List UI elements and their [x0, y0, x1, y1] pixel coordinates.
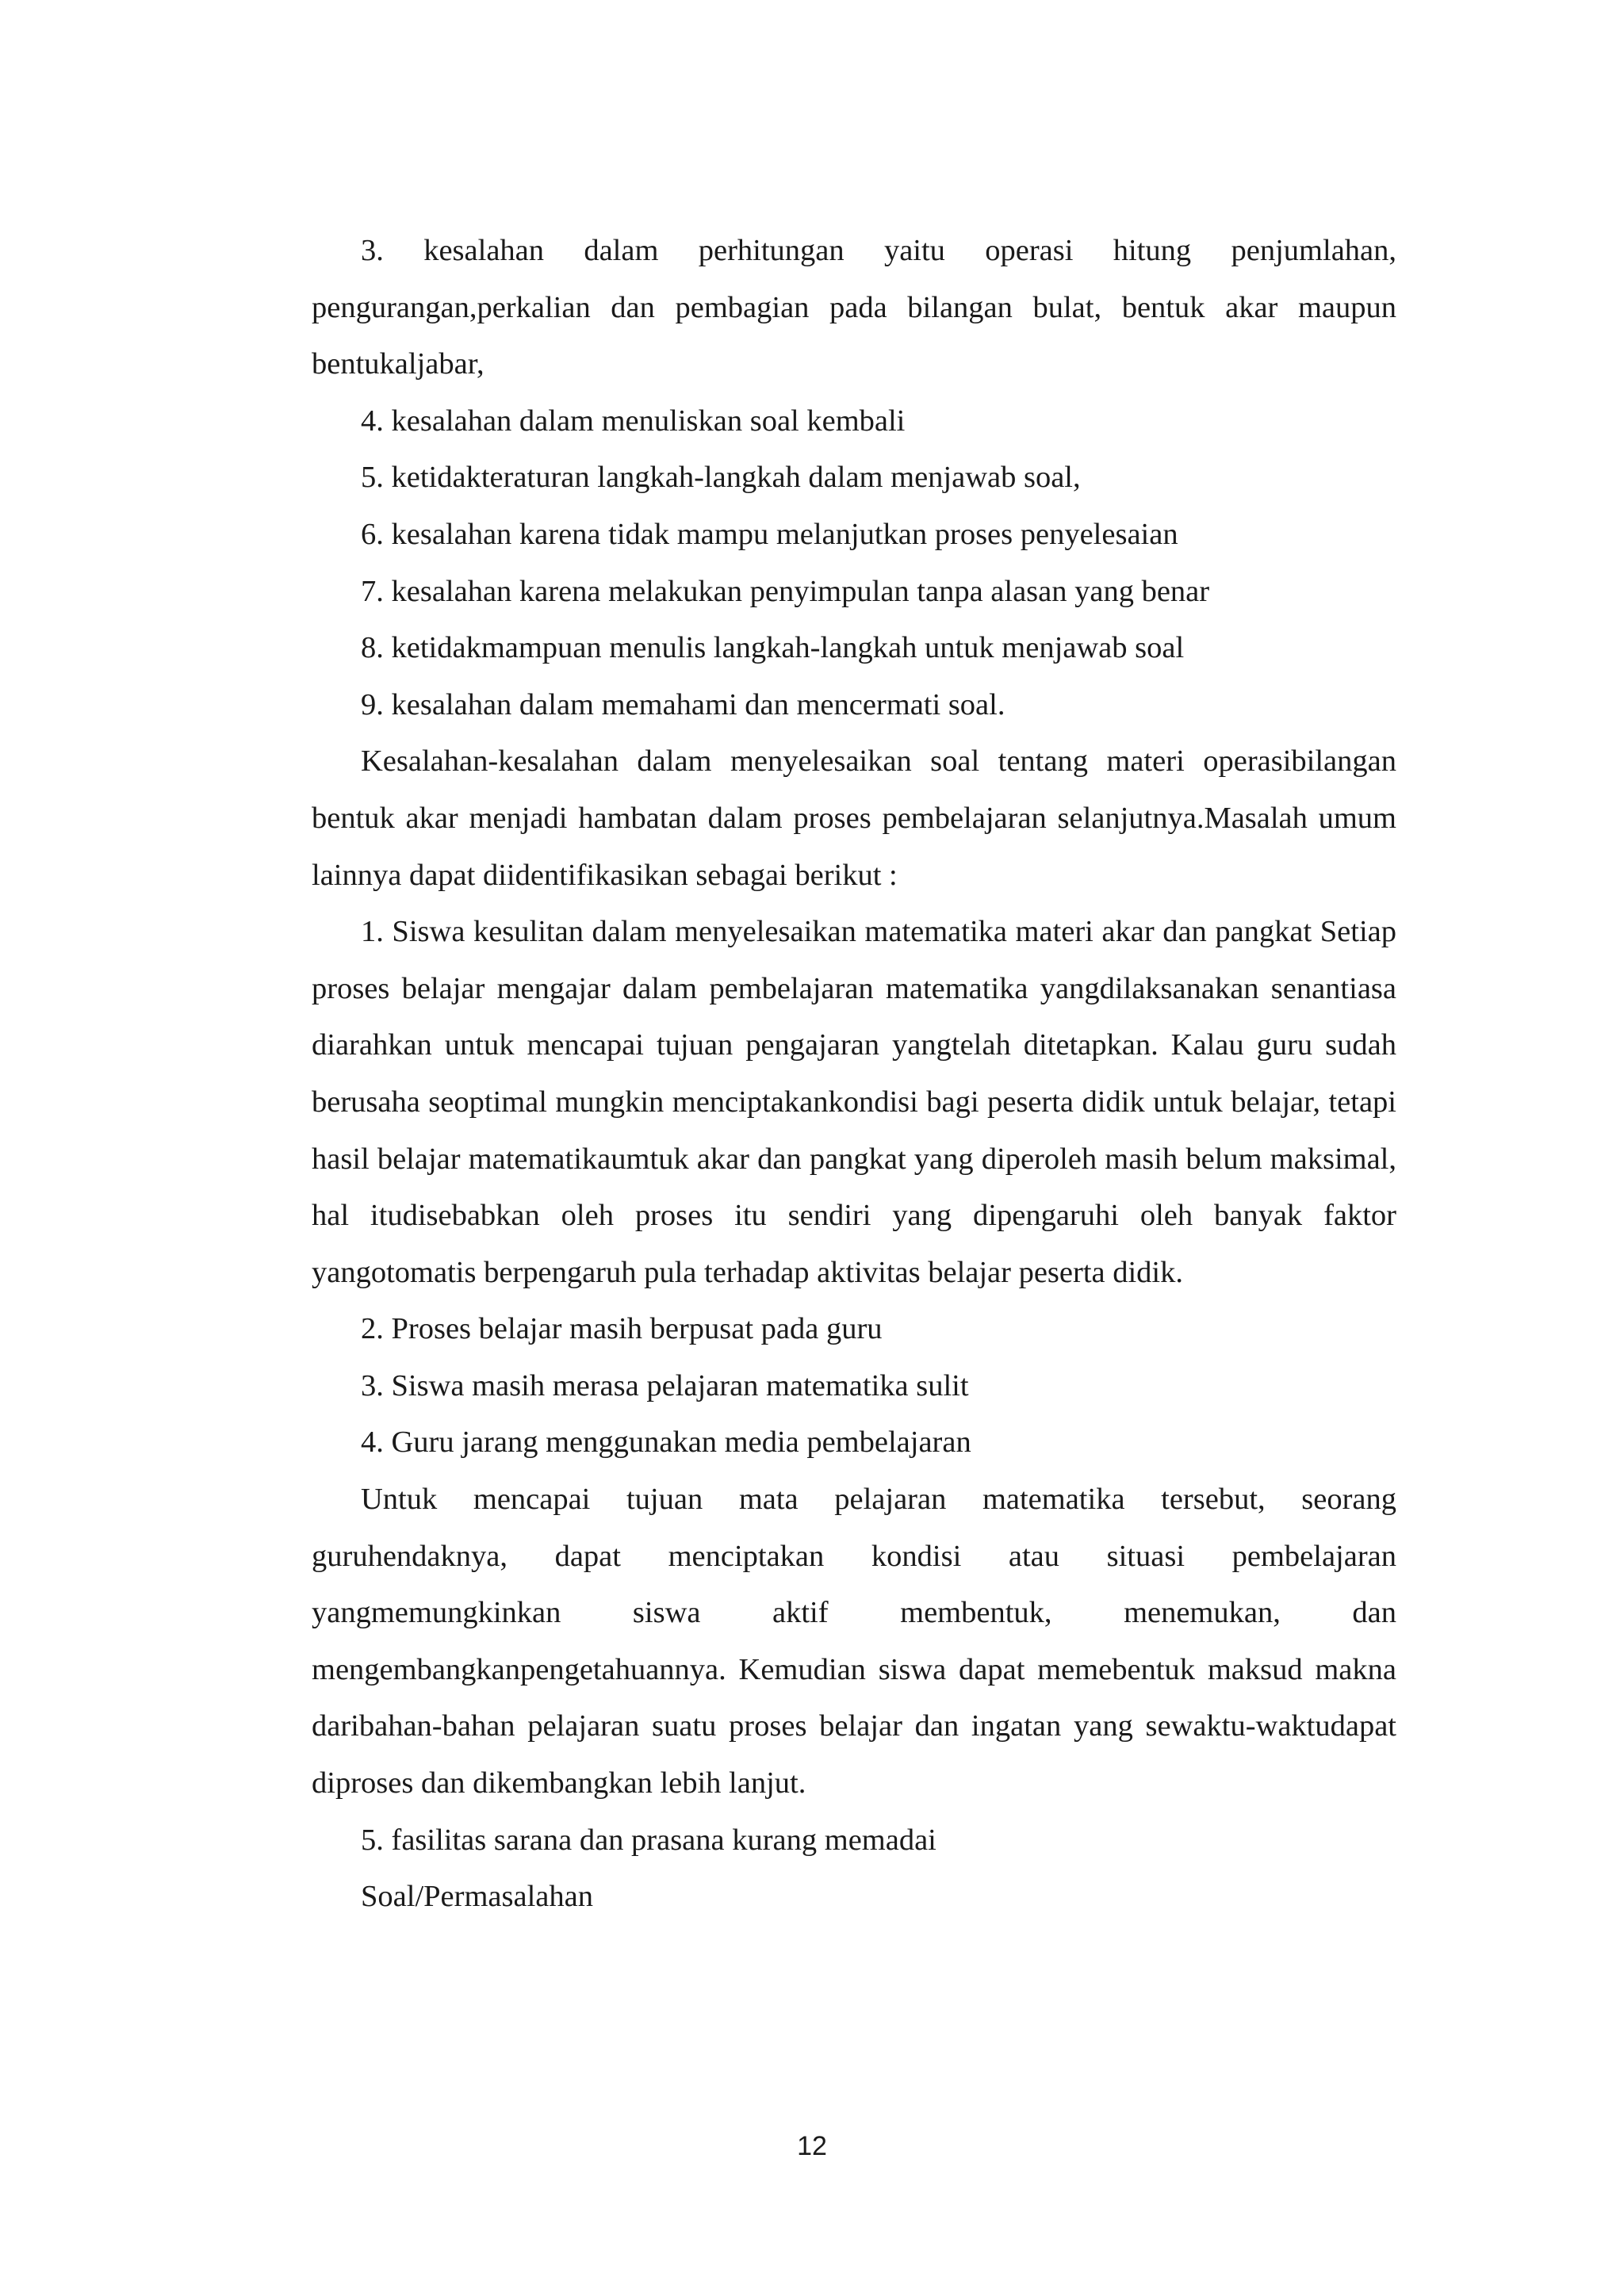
paragraph-problem-2: 2. Proses belajar masih berpusat pada guru: [361, 1312, 883, 1346]
paragraph-section-heading: Soal/Permasalahan: [361, 1880, 593, 1914]
body-text: [312, 223, 1396, 1926]
paragraph-errors-summary: Kesalahan-kesalahan dalam menyelesaikan soal tentang materi operasibilangan bentuk akar menjadi hambatan dalam proses pembelajaran selanjutnya.Masalah umum lainnya dapat diidentifikasikan sebagai berikut :: [312, 744, 1396, 892]
paragraph-learning-goal: Untuk mencapai tujuan mata pelajaran matematika tersebut, seorang guruhendaknya, dapat menciptakan kondisi atau situasi pembelajaran yangmemungkinkan siswa aktif membentuk, menemukan, dan mengembangkanpengetahuannya. Kemudian siswa dapat memebentuk maksud makna daribahan-bahan pelajaran suatu proses belajar dan ingatan yang sewaktu-waktudapat diproses dan dikembangkan lebih lanjut.: [312, 1483, 1396, 1800]
page-number: 12: [797, 2131, 827, 2161]
paragraph-error-conclusion: 7. kesalahan karena melakukan penyimpulan tanpa alasan yang benar: [361, 574, 1210, 608]
paragraph-error-rewriting: 4. kesalahan dalam menuliskan soal kembali: [361, 404, 906, 438]
paragraph-problem-3: 3. Siswa masih merasa pelajaran matematika sulit: [361, 1368, 969, 1402]
paragraph-error-steps-order: 5. ketidakteraturan langkah-langkah dalam menjawab soal,: [361, 461, 1081, 495]
paragraph-error-understanding: 9. kesalahan dalam memahami dan mencermati soal.: [361, 687, 1005, 721]
paragraph-error-writing-steps: 8. ketidakmampuan menulis langkah-langkah untuk menjawab soal: [361, 631, 1185, 665]
paragraph-problem-4: 4. Guru jarang menggunakan media pembelajaran: [361, 1425, 971, 1460]
paragraph-problem-5: 5. fasilitas sarana dan prasana kurang memadai: [361, 1823, 936, 1857]
paragraph-error-cannot-continue: 6. kesalahan karena tidak mampu melanjutkan proses penyelesaian: [361, 517, 1178, 551]
paragraph-error-calculation: 3. kesalahan dalam perhitungan yaitu operasi hitung penjumlahan, pengurangan,perkalian dan pembagian pada bilangan bulat, bentuk akar maupun bentukaljabar,: [312, 234, 1396, 381]
paragraph-problem-1: 1. Siswa kesulitan dalam menyelesaikan matematika materi akar dan pangkat Setiap proses belajar mengajar dalam pembelajaran matematika yangdilaksanakan senantiasa diarahkan untuk mencapai tujuan pengajaran yangtelah ditetapkan. Kalau guru sudah berusaha seoptimal mungkin menciptakankondisi bagi peserta didik untuk belajar, tetapi hasil belajar matematikaumtuk akar dan pangkat yang diperoleh masih belum maksimal, hal itudisebabkan oleh proses itu sendiri yang dipengaruhi oleh banyak faktor yangotomatis berpengaruh pula terhadap aktivitas belajar peserta didik.: [312, 915, 1396, 1289]
